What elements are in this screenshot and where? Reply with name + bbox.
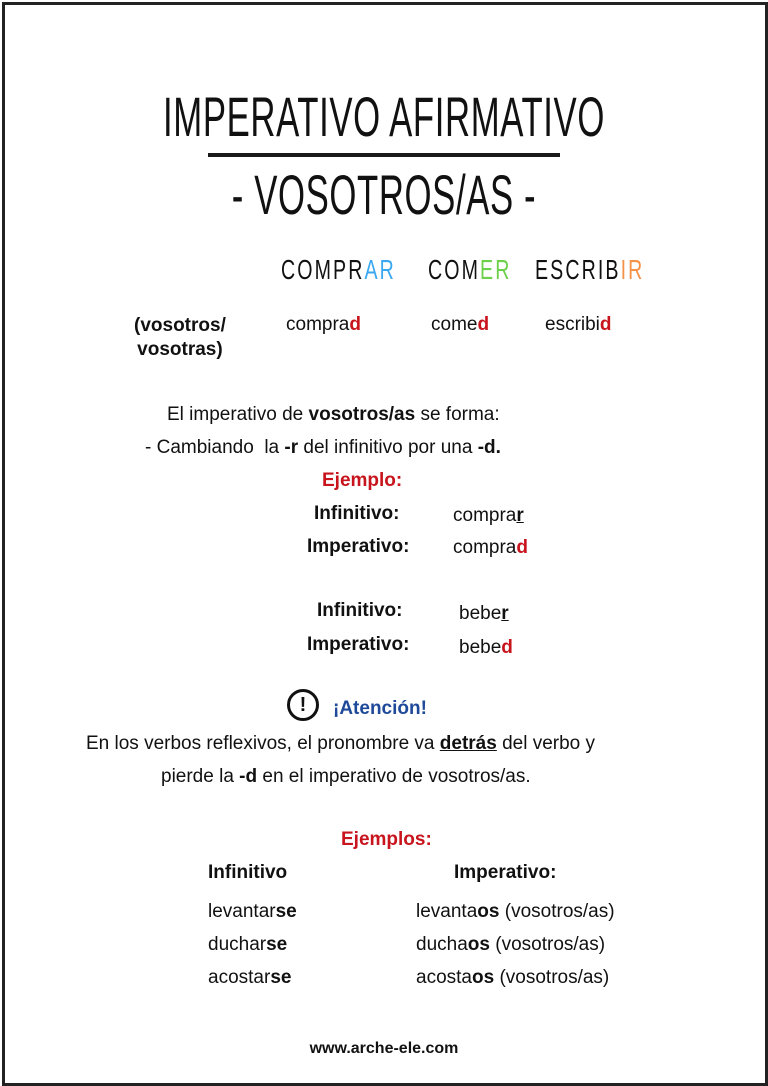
imperative-comed: comed [431, 314, 490, 335]
example-heading: Ejemplo: [322, 470, 403, 491]
imperative-escribid: escribid [545, 314, 612, 335]
rule-line-1: El imperativo de vosotros/as se forma: [167, 404, 500, 425]
reflexive-imp: acostaos (vosotros/as) [416, 967, 610, 988]
title-underline [208, 153, 560, 157]
verb-comprar: COMPRAR [281, 254, 396, 285]
exclamation-circle-icon: ! [287, 689, 319, 721]
reflexive-imp: levantaos (vosotros/as) [416, 901, 615, 922]
verb-escribir: ESCRIBIR [535, 254, 645, 285]
verb-comer: COMER [428, 254, 512, 285]
attention-label: ¡Atención! [333, 698, 427, 719]
example-2-inf-label: Infinitivo: [317, 600, 403, 621]
rule-line-2: - Cambiando la -r del infinitivo por una -d. [145, 437, 501, 458]
example-1-inf-label: Infinitivo: [314, 503, 400, 524]
attention-line-2: pierde la -d en el imperativo de vosotros/as. [161, 766, 531, 787]
example-1-imp-label: Imperativo: [307, 536, 410, 557]
reflexive-inf: ducharse [208, 934, 288, 955]
reflexive-inf: levantarse [208, 901, 297, 922]
reflexive-imp: duchaos (vosotros/as) [416, 934, 606, 955]
imperative-comprad: comprad [286, 314, 361, 335]
example-1-imp: comprad [453, 537, 528, 558]
example-2-imp-label: Imperativo: [307, 634, 410, 655]
examples-heading: Ejemplos: [341, 829, 432, 850]
column-imperativo: Imperativo: [454, 862, 557, 883]
footer-url[interactable]: www.arche-ele.com [309, 1040, 459, 1057]
reflexive-inf: acostarse [208, 967, 292, 988]
pronoun-label: (vosotros/ vosotras) [134, 315, 226, 360]
example-2-imp: bebed [459, 637, 513, 658]
column-infinitivo: Infinitivo [208, 862, 288, 883]
page-title: IMPERATIVO AFIRMATIVO [163, 85, 605, 148]
page-subtitle: - VOSOTROS/AS - [231, 163, 537, 226]
example-2-inf: beber [459, 603, 509, 624]
attention-line-1: En los verbos reflexivos, el pronombre va detrás del verbo y [86, 733, 596, 754]
example-1-inf: comprar [453, 505, 524, 526]
